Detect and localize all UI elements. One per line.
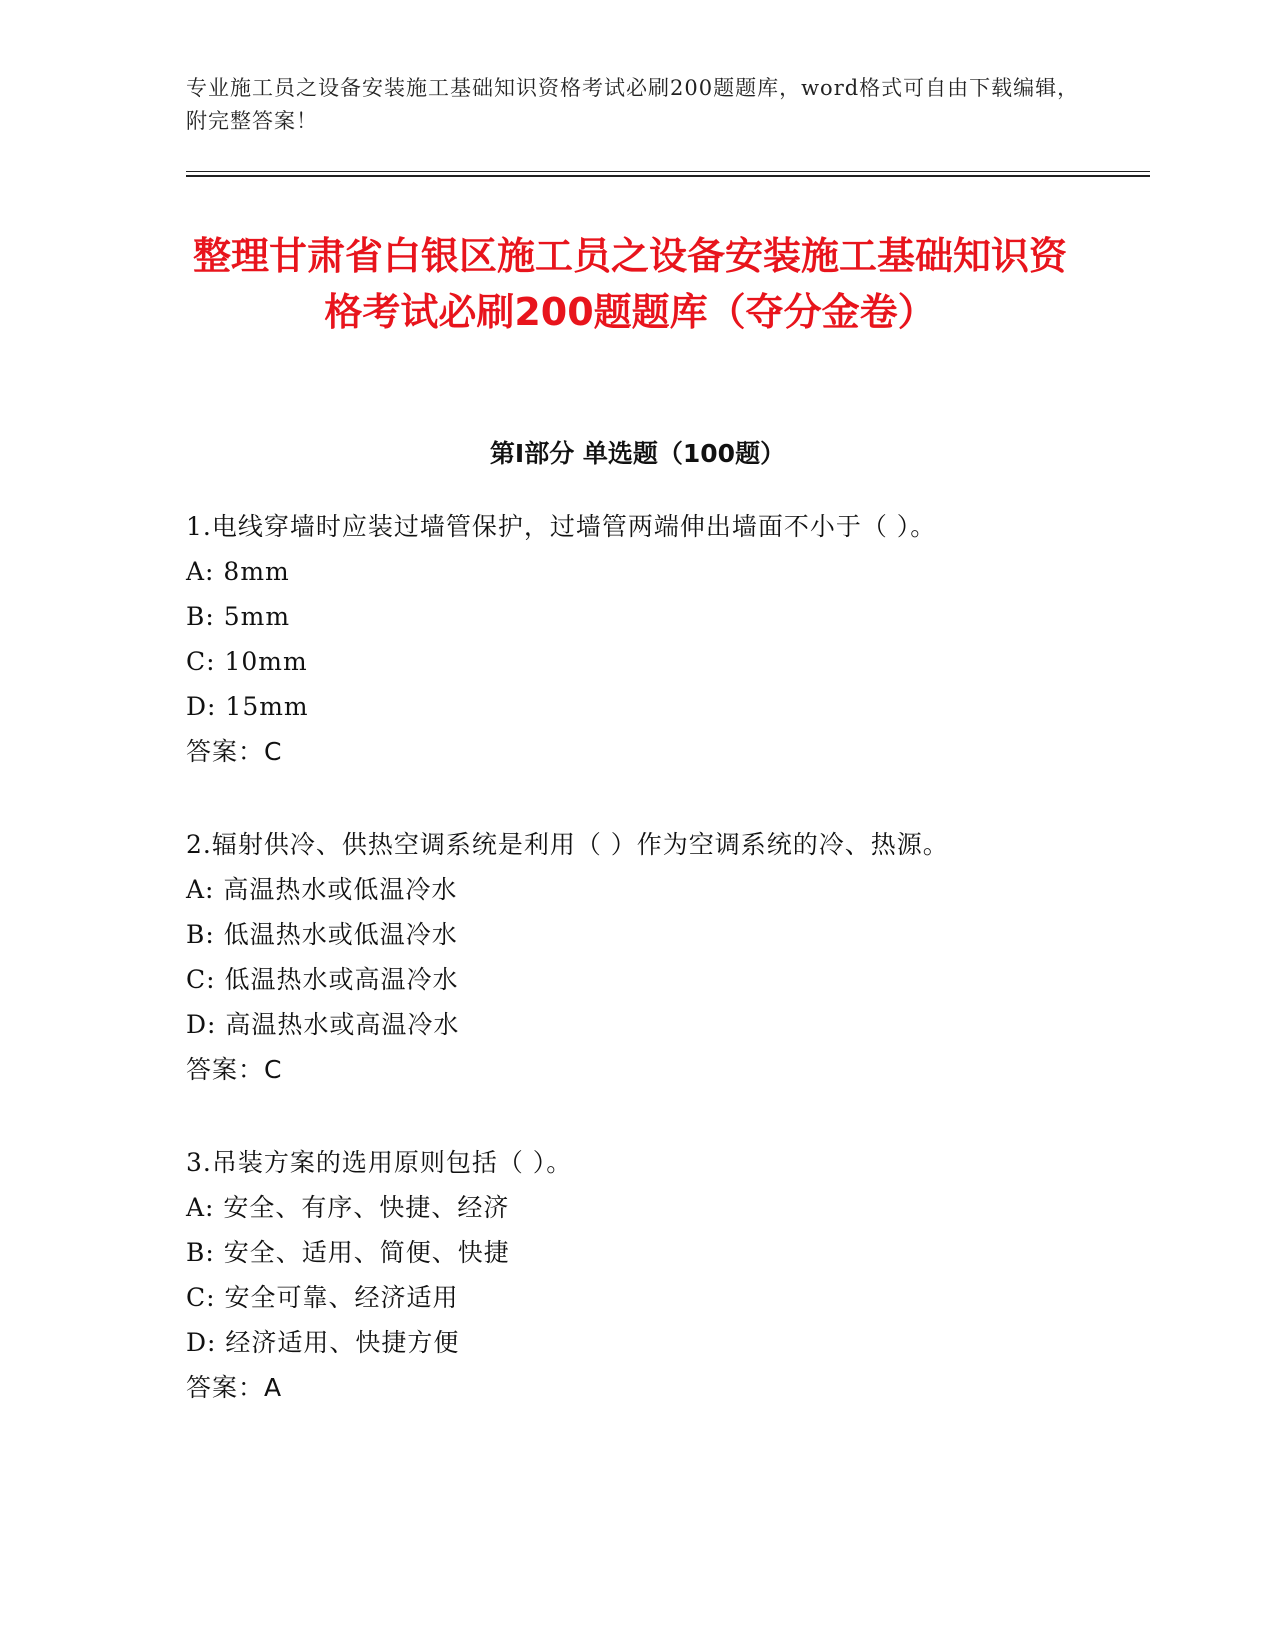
question-3 bbox=[186, 1140, 1146, 1410]
option-c: C: 安全可靠、经济适用 bbox=[186, 1283, 459, 1312]
option-a: A: 8mm bbox=[186, 557, 290, 586]
question-stem: 2.辐射供冷、供热空调系统是利用（ ）作为空调系统的冷、热源。 bbox=[186, 830, 949, 859]
option-d: D: 15mm bbox=[186, 692, 309, 721]
option-b: B: 安全、适用、简便、快捷 bbox=[186, 1238, 510, 1267]
question-stem: 3.吊装方案的选用原则包括（ ）。 bbox=[186, 1148, 573, 1177]
section-heading: 第I部分 单选题（100题） bbox=[489, 439, 786, 468]
header-divider-thin bbox=[186, 171, 1150, 172]
option-c: C: 10mm bbox=[186, 647, 308, 676]
document-title: 整理甘肃省白银区施工员之设备安装施工基础知识资格考试必刷200题题库（夺分金卷） bbox=[192, 234, 1067, 334]
option-c: C: 低温热水或高温冷水 bbox=[186, 965, 459, 994]
header-note: 专业施工员之设备安装施工基础知识资格考试必刷200题题库，word格式可自由下载编辑，附完整答案！ bbox=[186, 76, 1080, 133]
question-stem: 1.电线穿墙时应装过墙管保护，过墙管两端伸出墙面不小于（ ）。 bbox=[186, 512, 937, 541]
option-b: B: 低温热水或低温冷水 bbox=[186, 920, 458, 949]
option-b: B: 5mm bbox=[186, 602, 291, 631]
question-1 bbox=[186, 504, 1146, 774]
question-2 bbox=[186, 822, 1146, 1092]
option-a: A: 安全、有序、快捷、经济 bbox=[186, 1193, 510, 1222]
answer: 答案：A bbox=[186, 1373, 283, 1402]
answer: 答案：C bbox=[186, 737, 283, 766]
option-d: D: 经济适用、快捷方便 bbox=[186, 1328, 460, 1357]
option-a: A: 高温热水或低温冷水 bbox=[186, 875, 458, 904]
answer: 答案：C bbox=[186, 1055, 283, 1084]
option-d: D: 高温热水或高温冷水 bbox=[186, 1010, 460, 1039]
header-divider-thick bbox=[186, 175, 1150, 177]
